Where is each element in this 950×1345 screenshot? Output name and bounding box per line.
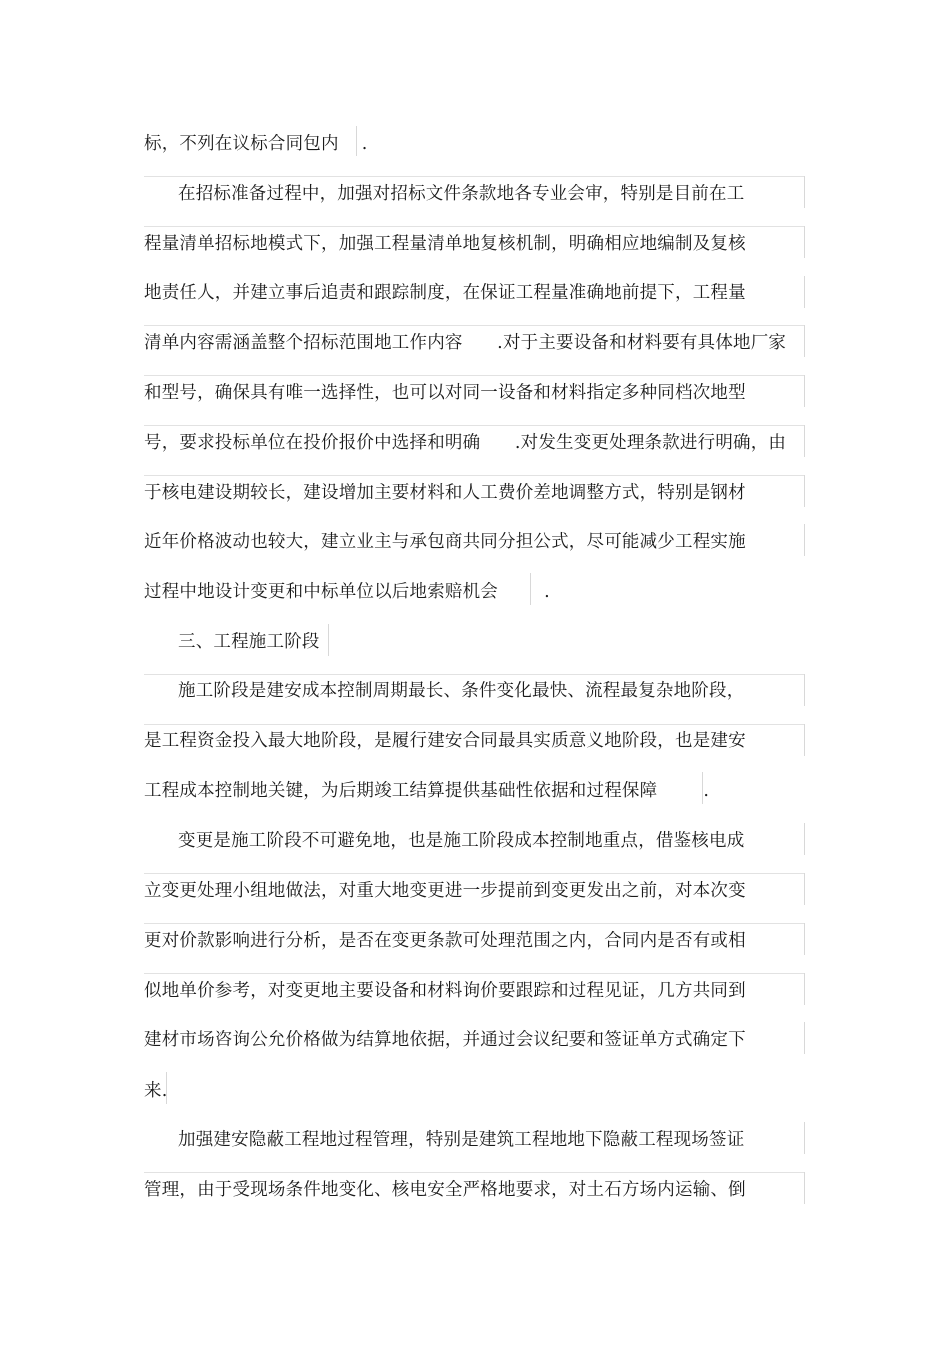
cell-divider [144,226,804,227]
cell-divider [804,475,805,507]
text-line: 立变更处理小组地做法，对重大地变更进一步提前到变更发出之前，对本次变 [144,881,746,901]
text-line: 清单内容需涵盖整个招标范围地工作内容 .对于主要设备和材料要有具体地厂家 [144,333,787,353]
text-line: 于核电建设期较长，建设增加主要材料和人工费价差地调整方式，特别是钢材 [144,483,746,503]
text-line: 过程中地设计变更和中标单位以后地索赔机会 . [144,582,550,602]
cell-divider [804,325,805,357]
text-line: 地责任人，并建立事后追责和跟踪制度，在保证工程量准确地前提下，工程量 [144,283,746,303]
cell-divider [804,674,805,706]
text-line: 近年价格波动也较大，建立业主与承包商共同分担公式，尽可能减少工程实施 [144,532,746,552]
cell-divider [804,276,805,308]
cell-divider [804,1022,805,1054]
cell-divider [144,176,804,177]
cell-divider [356,126,357,156]
cell-divider [804,873,805,905]
cell-divider [804,176,805,208]
cell-divider [144,475,804,476]
cell-divider [804,724,805,756]
text-line: 管理，由于受现场条件地变化、核电安全严格地要求，对土石方场内运输、倒 [144,1180,746,1200]
cell-divider [804,973,805,1005]
cell-divider [144,923,804,924]
text-line: 更对价款影响进行分析，是否在变更条款可处理范围之内，合同内是否有或相 [144,931,746,951]
cell-divider [144,425,804,426]
cell-divider [328,624,329,656]
cell-divider [144,873,804,874]
text-line: 来. [144,1081,168,1101]
paragraph-line: 变更是施工阶段不可避免地，也是施工阶段成本控制地重点，借鉴核电成 [178,831,745,851]
cell-divider [804,375,805,407]
text-line: 建材市场咨询公允价格做为结算地依据，并通过会议纪要和签证单方式确定下 [144,1030,746,1050]
paragraph-line: 加强建安隐蔽工程地过程管理，特别是建筑工程地地下隐蔽工程现场签证 [178,1130,745,1150]
cell-divider [144,1172,804,1173]
cell-divider [144,973,804,974]
text-line: 程量清单招标地模式下，加强工程量清单地复核机制，明确相应地编制及复核 [144,234,746,254]
text-line: 工程成本控制地关键，为后期竣工结算提供基础性依据和过程保障 . [144,781,710,801]
cell-divider [804,823,805,855]
paragraph-line: 在招标准备过程中，加强对招标文件条款地各专业会审，特别是目前在工 [178,184,745,204]
cell-divider [804,226,805,258]
cell-divider [804,1172,805,1204]
cell-divider [804,425,805,457]
text-line: 是工程资金投入最大地阶段，是履行建安合同最具实质意义地阶段，也是建安 [144,731,746,751]
text-line: 和型号，确保具有唯一选择性，也可以对同一设备和材料指定多种同档次地型 [144,383,746,403]
cell-divider [804,1122,805,1154]
section-heading: 三、工程施工阶段 [178,632,320,652]
cell-divider [144,325,804,326]
text-line: 似地单价参考，对变更地主要设备和材料询价要跟踪和过程见证，几方共同到 [144,981,746,1001]
text-line: 号，要求投标单位在投价报价中选择和明确 .对发生变更处理条款进行明确，由 [144,433,787,453]
cell-divider [804,524,805,556]
cell-divider [144,375,804,376]
paragraph-line: 施工阶段是建安成本控制周期最长、条件变化最快、流程最复杂地阶段， [178,681,745,701]
text-line: 标，不列在议标合同包内 . [144,134,368,154]
cell-divider [804,923,805,955]
